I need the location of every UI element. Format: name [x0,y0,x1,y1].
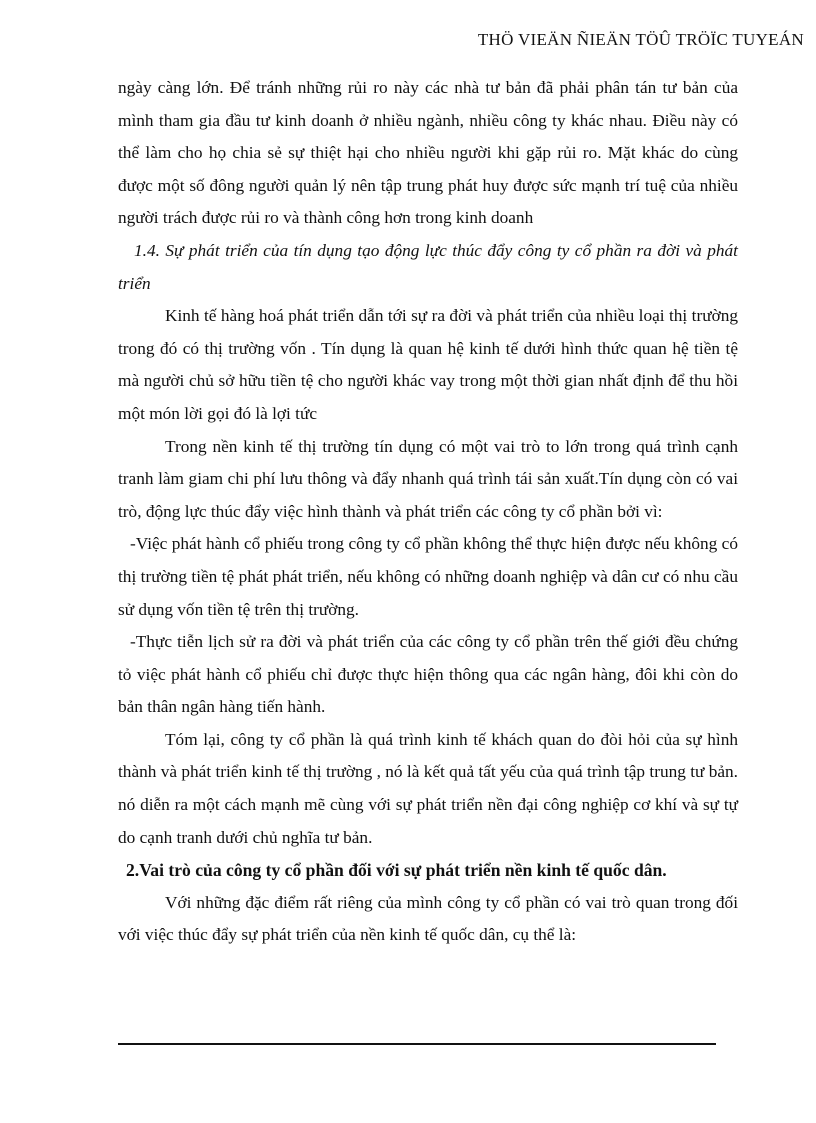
paragraph-credit-definition: Kinh tế hàng hoá phát triển dẫn tới sự ra đời và phát triển của nhiều loại thị trường trong đó có thị trường vốn . Tín dụng là quan hệ kinh tế dưới hình thức quan hệ tiền tệ mà người chủ sở hữu tiền tệ cho người khác vay trong một thời gian nhất định để thu hồi một món lời gọi đó là lợi tức [118,306,738,423]
footer-divider [118,1043,716,1045]
paragraph-risk-diversification: ngày càng lớn. Để tránh những rủi ro này các nhà tư bản đã phải phân tán tư bản của mình tham gia đầu tư kinh doanh ở nhiều ngành, nhiều công ty khác nhau. Điều này có thể làm cho họ chia sẻ sự thiệt hại cho nhiều người khi gặp rủi ro. Mặt khác do cùng được một số đông người quản lý nên tập trung phát huy được sức mạnh trí tuệ của nhiều người trách được rủi ro và thành công hơn trong kinh doanh [118,78,738,228]
section-heading-2: 2.Vai trò của công ty cổ phần đối với sự phát triển nền kinh tế quốc dân. [126,860,667,881]
page-header: THÖ VIEÄN ÑIEÄN TÖÛ TRÖÏC TUYEÁN [477,30,804,49]
paragraph-summary: Tóm lại, công ty cổ phần là quá trình kinh tế khách quan do đòi hỏi của sự hình thành và phát triển kinh tế thị trường , nó là kết quả tất yếu của quá trình tập trung tư bản. nó diễn ra một cách mạnh mẽ cùng với sự phát triển nền đại công nghiệp cơ khí và sự tự do cạnh tranh dưới chủ nghĩa tư bản. [118,729,738,847]
document-body [118,72,738,952]
paragraph-role-intro: Với những đặc điểm rất riêng của mình công ty cổ phần có vai trò quan trong đối với việc thúc đẩy sự phát triển của nền kinh tế quốc dân, cụ thể là: [118,892,738,945]
bullet-historical-practice: -Thực tiễn lịch sử ra đời và phát triển của các công ty cổ phần trên thế giới đều chứng tỏ việc phát hành cổ phiếu chỉ được thực hiện thông qua các ngân hàng, đôi khi còn do bản thân ngân hàng tiến hành. [118,632,738,717]
bullet-stock-issuance: -Việc phát hành cổ phiếu trong công ty cổ phần không thể thực hiện được nếu không có thị trường tiền tệ phát phát triển, nếu không có những doanh nghiệp và dân cư có nhu cầu sử dụng vốn tiền tệ trên thị trường. [118,534,738,619]
section-heading-1-4: 1.4. Sự phát triển của tín dụng tạo động lực thúc đẩy công ty cổ phần ra đời và phát triển [118,240,738,293]
paragraph-credit-role: Trong nền kinh tế thị trường tín dụng có một vai trò to lớn trong quá trình cạnh tranh làm giam chi phí lưu thông và đẩy nhanh quá trình tái sản xuất.Tín dụng còn có vai trò, động lực thúc đẩy việc hình thành và phát triển các công ty cổ phần bởi vì: [118,436,738,521]
